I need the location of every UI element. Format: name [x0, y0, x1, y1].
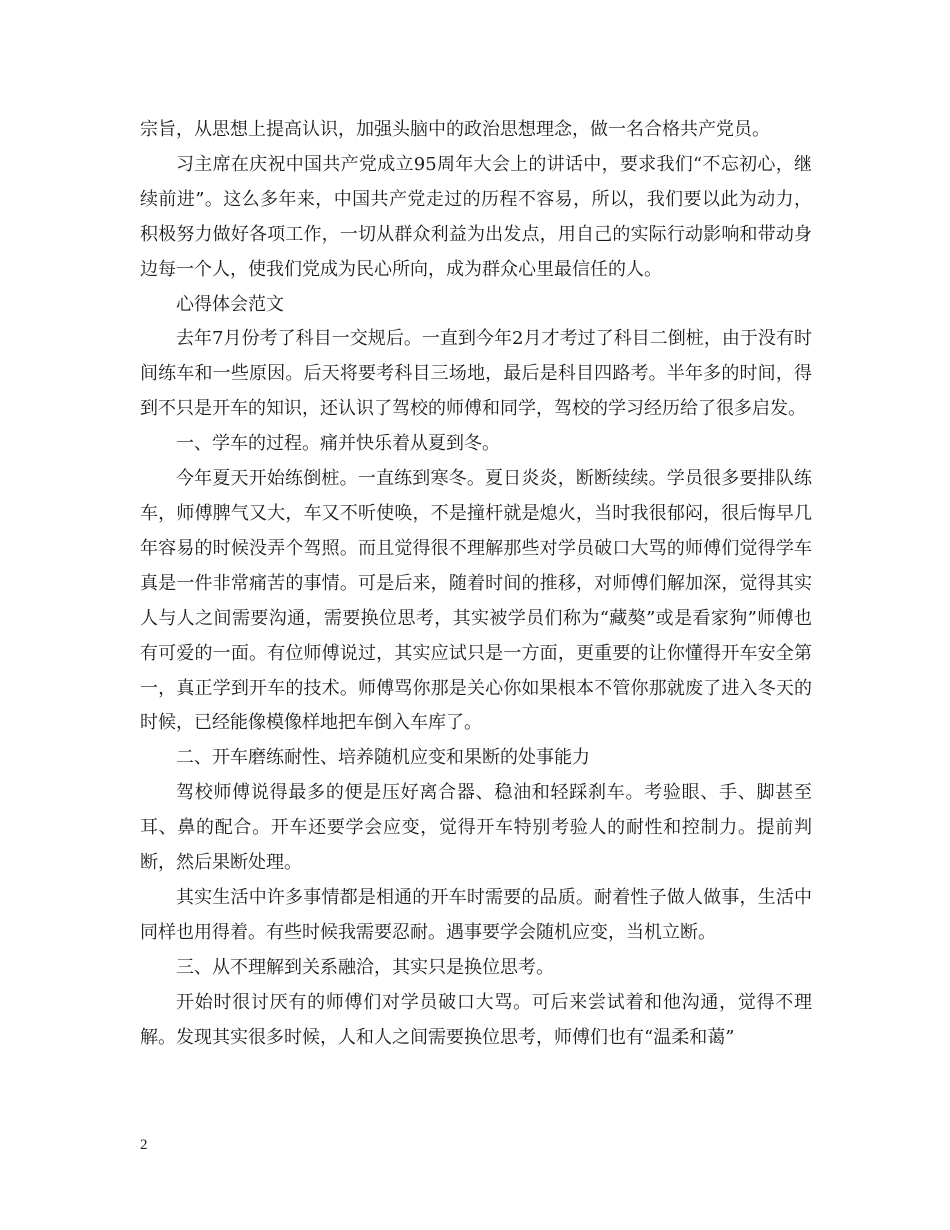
paragraph: 去年7月份考了科目一交规后。一直到今年2月才考过了科目二倒桩，由于没有时间练车和一些原因。后天将要考科目三场地，最后是科目四路考。半年多的时间，得到不只是开车的知识，还认识了驾校的师傅和同学，驾校的学习经历给了很多启发。 — [140, 328, 812, 420]
page-number: 2 — [140, 1137, 148, 1153]
subsection-heading: 三、从不理解到关系融洽，其实只是换位思考。 — [176, 956, 554, 978]
section-heading: 心得体会范文 — [176, 293, 284, 315]
document-body — [140, 113, 812, 1055]
subsection-heading: 二、开车磨练耐性、培养随机应变和果断的处事能力 — [176, 747, 590, 769]
paragraph: 习主席在庆祝中国共产党成立95周年大会上的讲话中，要求我们“不忘初心，继续前进”。这么多年来，中国共产党走过的历程不容易，所以，我们要以此为动力，积极努力做好各项工作，一切从群众利益为出发点，用自己的实际行动影响和带动身边每一个人，使我们党成为民心所向，成为群众心里最信任的人。 — [140, 153, 812, 280]
subsection-heading: 一、学车的过程。痛并快乐着从夏到冬。 — [176, 433, 500, 455]
paragraph: 今年夏天开始练倒桩。一直练到寒冬。夏日炎炎，断断续续。学员很多要排队练车，师傅脾气又大，车又不听使唤，不是撞杆就是熄火，当时我很郁闷，很后悔早几年容易的时候没弄个驾照。而且觉得很不理解那些对学员破口大骂的师傅们觉得学车真是一件非常痛苦的事情。可是后来，随着时间的推移，对师傅们解加深，觉得其实人与人之间需要沟通，需要换位思考，其实被学员们称为“藏獒”或是看家狗”师傅也有可爱的一面。有位师傅说过，其实应试只是一方面，更重要的让你懂得开车安全第一，真正学到开车的技术。师傅骂你那是关心你如果根本不管你那就废了进入冬天的时候，已经能像模像样地把车倒入车库了。 — [140, 468, 812, 734]
paragraph: 其实生活中许多事情都是相通的开车时需要的品质。耐着性子做人做事，生活中同样也用得着。有些时候我需要忍耐。遇事要学会随机应变，当机立断。 — [140, 886, 812, 943]
paragraph-continued: 宗旨，从思想上提高认识，加强头脑中的政治思想理念，做一名合格共产党员。 — [140, 119, 770, 140]
paragraph: 开始时很讨厌有的师傅们对学员破口大骂。可后来尝试着和他沟通，觉得不理解。发现其实很多时候，人和人之间需要换位思考，师傅们也有“温柔和蔼” — [140, 991, 812, 1048]
paragraph: 驾校师傅说得最多的便是压好离合器、稳油和轻踩刹车。考验眼、手、脚甚至耳、鼻的配合。开车还要学会应变，觉得开车特别考验人的耐性和控制力。提前判断，然后果断处理。 — [140, 782, 812, 874]
